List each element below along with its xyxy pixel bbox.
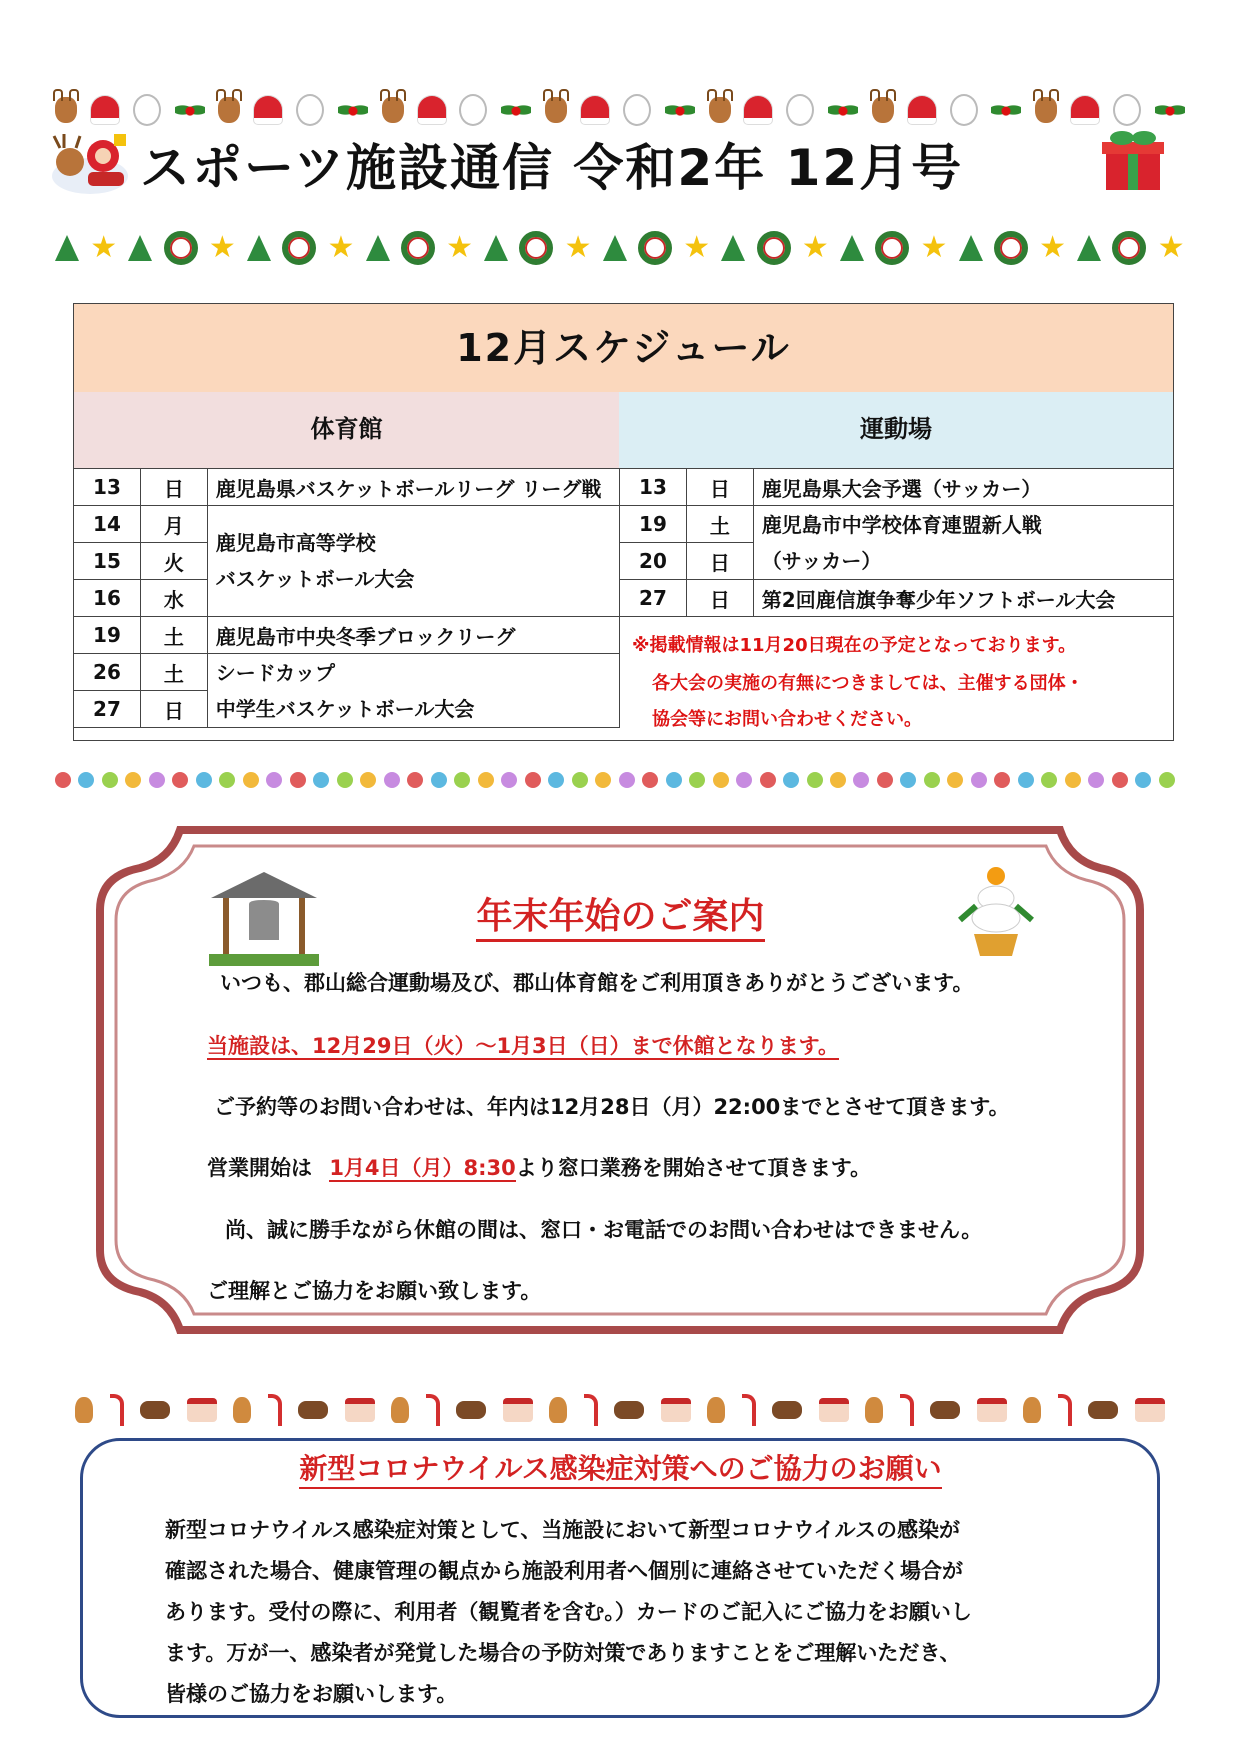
ornament-border: [55, 768, 1175, 792]
ornament-icon: [478, 772, 494, 788]
christmas-border-second: [55, 228, 1185, 268]
reindeer-icon: [55, 97, 77, 123]
event-line: シードカップ: [215, 660, 335, 685]
yule-log-icon: [614, 1401, 644, 1419]
ornament-icon: [713, 772, 729, 788]
ornament-icon: [924, 772, 940, 788]
event-cell: 鹿児島市中央冬季ブロックリーグ: [207, 617, 619, 654]
event-line: （サッカー）: [761, 548, 882, 573]
cake-icon: [187, 1398, 217, 1422]
gingerbread-icon: [707, 1397, 725, 1423]
ornament-icon: [125, 772, 141, 788]
reindeer-icon: [1035, 97, 1057, 123]
santa-sleigh-icon: [48, 126, 133, 198]
weekday-cell: 火: [140, 543, 207, 580]
yule-log-icon: [1088, 1401, 1118, 1419]
ornament-icon: [830, 772, 846, 788]
candy-cane-icon: [584, 1394, 598, 1426]
star-icon: ★: [683, 230, 711, 265]
new-year-line-1: いつも、郡山総合運動場及び、郡山体育館をご利用頂きありがとうございます。: [220, 971, 974, 995]
cake-icon: [977, 1398, 1007, 1422]
event-cell: 鹿児島県バスケットボールリーグ リーグ戦: [207, 469, 619, 506]
gym-heading: 体育館: [74, 392, 620, 469]
day-cell: 19: [620, 506, 687, 543]
ornament-icon: [642, 772, 658, 788]
event-line: 中学生バスケットボール大会: [215, 696, 475, 721]
candy-cane-icon: [268, 1394, 282, 1426]
gingerbread-icon: [75, 1397, 93, 1423]
day-cell: 14: [74, 506, 141, 543]
wreath-icon: [401, 231, 435, 265]
wreath-icon: [875, 231, 909, 265]
covid-line: 確認された場合、健康管理の観点から施設利用者へ個別に連絡させていただく場合が: [165, 1559, 963, 1583]
table-row: [74, 654, 620, 691]
covid-line: ます。万が一、感染者が発覚した場合の予防対策でありますことをご理解いただき、: [165, 1641, 961, 1665]
gingerbread-icon: [1023, 1397, 1041, 1423]
new-year-line-2: [207, 1031, 839, 1061]
snowman-icon: [133, 94, 161, 126]
weekday-cell: 土: [686, 506, 753, 543]
star-icon: ★: [801, 230, 829, 265]
ornament-icon: [1041, 772, 1057, 788]
reindeer-icon: [545, 97, 567, 123]
star-icon: ★: [327, 230, 355, 265]
schedule-title: 12月スケジュール: [74, 304, 1173, 393]
new-year-line-6: ご理解とご協力をお願い致します。: [207, 1279, 542, 1303]
opening-suffix: より窓口業務を開始させて頂きます。: [515, 1156, 872, 1180]
tree-icon: [55, 235, 79, 261]
table-row: [74, 469, 620, 506]
notice-line: 協会等にお問い合わせください。: [652, 709, 922, 730]
holly-icon: [991, 99, 1021, 121]
event-cell: [207, 654, 619, 728]
ornament-icon: [360, 772, 376, 788]
santa-hat-icon: [91, 96, 119, 124]
star-icon: ★: [90, 230, 118, 265]
ornament-icon: [1065, 772, 1081, 788]
christmas-border-top: [55, 90, 1185, 130]
covid-line: あります。受付の際に、利用者（観覧者を含む。）カードのご記入にご協力をお願いし: [165, 1600, 972, 1624]
ornament-icon: [853, 772, 869, 788]
ornament-icon: [172, 772, 188, 788]
covid-body: [165, 1510, 1095, 1715]
tree-icon: [959, 235, 983, 261]
wreath-icon: [282, 231, 316, 265]
day-cell: 13: [620, 469, 687, 506]
star-icon: ★: [1157, 230, 1185, 265]
candy-cane-icon: [110, 1394, 124, 1426]
page-title: スポーツ施設通信 令和2年 12月号: [140, 139, 964, 197]
event-line: バスケットボール大会: [215, 567, 415, 591]
ornament-icon: [337, 772, 353, 788]
day-cell: 27: [74, 691, 141, 728]
holly-icon: [665, 99, 695, 121]
reindeer-icon: [872, 97, 894, 123]
table-row: [74, 617, 620, 654]
reindeer-icon: [709, 97, 731, 123]
candy-cane-icon: [742, 1394, 756, 1426]
ornament-icon: [266, 772, 282, 788]
cake-icon: [1135, 1398, 1165, 1422]
ornament-icon: [619, 772, 635, 788]
tree-icon: [366, 235, 390, 261]
ornament-icon: [595, 772, 611, 788]
tree-icon: [128, 235, 152, 261]
day-cell: 13: [74, 469, 141, 506]
table-row: [620, 469, 1174, 506]
weekday-cell: 日: [686, 469, 753, 506]
opening-datetime: 1月4日（月）8:30: [329, 1156, 516, 1180]
ornament-icon: [1088, 772, 1104, 788]
santa-hat-icon: [418, 96, 446, 124]
snowman-icon: [623, 94, 651, 126]
ornament-icon: [947, 772, 963, 788]
ornament-icon: [454, 772, 470, 788]
holly-icon: [175, 99, 205, 121]
ornament-icon: [1018, 772, 1034, 788]
tree-icon: [603, 235, 627, 261]
ornament-icon: [149, 772, 165, 788]
gift-box-icon: [1100, 128, 1166, 194]
tree-icon: [721, 235, 745, 261]
ornament-icon: [807, 772, 823, 788]
tree-icon: [247, 235, 271, 261]
ornament-icon: [102, 772, 118, 788]
event-line: 鹿児島市中学校体育連盟新人戦: [761, 512, 1042, 537]
wreath-icon: [519, 231, 553, 265]
santa-hat-icon: [1071, 96, 1099, 124]
yule-log-icon: [772, 1401, 802, 1419]
santa-hat-icon: [744, 96, 772, 124]
snowman-icon: [459, 94, 487, 126]
event-cell: 鹿児島県大会予選（サッカー）: [753, 469, 1173, 506]
ornament-icon: [55, 772, 71, 788]
new-year-line-3: ご予約等のお問い合わせは、年内は12月28日（月）22:00までとさせて頂きます。: [214, 1095, 1010, 1119]
star-icon: ★: [446, 230, 473, 265]
day-cell: 19: [74, 617, 141, 654]
new-year-line-4: [207, 1153, 871, 1183]
tree-icon: [840, 235, 864, 261]
day-cell: 16: [74, 580, 141, 617]
ornament-icon: [431, 772, 447, 788]
reindeer-icon: [218, 97, 240, 123]
ornament-icon: [689, 772, 705, 788]
new-year-title-text: 年末年始のご案内: [476, 896, 764, 942]
gingerbread-icon: [865, 1397, 883, 1423]
ornament-icon: [783, 772, 799, 788]
wreath-icon: [757, 231, 791, 265]
weekday-cell: 水: [140, 580, 207, 617]
ornament-icon: [760, 772, 776, 788]
field-heading: 運動場: [619, 392, 1173, 469]
sweets-border: [75, 1390, 1165, 1430]
candy-cane-icon: [900, 1394, 914, 1426]
ornament-icon: [78, 772, 94, 788]
holly-icon: [828, 99, 858, 121]
ornament-icon: [548, 772, 564, 788]
weekday-cell: 月: [140, 506, 207, 543]
wreath-icon: [638, 231, 672, 265]
covid-title-text: 新型コロナウイルス感染症対策へのご協力のお願い: [299, 1452, 941, 1489]
santa-hat-icon: [908, 96, 936, 124]
ornament-icon: [290, 772, 306, 788]
candy-cane-icon: [1058, 1394, 1072, 1426]
cake-icon: [503, 1398, 533, 1422]
santa-hat-icon: [581, 96, 609, 124]
new-year-title: [0, 888, 1241, 939]
ornament-icon: [196, 772, 212, 788]
gingerbread-icon: [233, 1397, 251, 1423]
wreath-icon: [1112, 231, 1146, 265]
covid-title: [0, 1447, 1241, 1487]
snowman-icon: [786, 94, 814, 126]
ornament-icon: [1135, 772, 1151, 788]
cake-icon: [819, 1398, 849, 1422]
tree-icon: [484, 235, 508, 261]
ornament-icon: [407, 772, 423, 788]
day-cell: 20: [620, 543, 687, 580]
weekday-cell: 土: [140, 617, 207, 654]
ornament-icon: [971, 772, 987, 788]
event-cell: [207, 506, 619, 617]
ornament-icon: [525, 772, 541, 788]
star-icon: ★: [564, 230, 592, 265]
santa-hat-icon: [254, 96, 282, 124]
star-icon: ★: [920, 230, 948, 265]
gym-schedule: [73, 468, 620, 728]
table-row: [620, 580, 1174, 617]
cake-icon: [661, 1398, 691, 1422]
closure-notice: 当施設は、12月29日（火）～1月3日（日）まで休館となります。: [207, 1034, 839, 1058]
wreath-icon: [164, 231, 198, 265]
yule-log-icon: [140, 1401, 170, 1419]
snowman-icon: [950, 94, 978, 126]
yule-log-icon: [298, 1401, 328, 1419]
ornament-icon: [501, 772, 517, 788]
star-icon: ★: [1039, 230, 1067, 265]
notice-line: 各大会の実施の有無につきましては、主催する団体・: [652, 673, 1084, 694]
ornament-icon: [384, 772, 400, 788]
covid-line: 皆様のご協力をお願いします。: [165, 1682, 458, 1706]
ornament-icon: [666, 772, 682, 788]
ornament-icon: [243, 772, 259, 788]
yule-log-icon: [930, 1401, 960, 1419]
weekday-cell: 土: [140, 654, 207, 691]
ornament-icon: [1159, 772, 1175, 788]
ornament-icon: [219, 772, 235, 788]
tree-icon: [1077, 235, 1101, 261]
weekday-cell: 日: [140, 469, 207, 506]
opening-prefix: 営業開始は: [207, 1156, 312, 1180]
snowman-icon: [1113, 94, 1141, 126]
covid-line: 新型コロナウイルス感染症対策として、当施設において新型コロナウイルスの感染が: [165, 1518, 961, 1542]
holly-icon: [501, 99, 531, 121]
holly-icon: [1155, 99, 1185, 121]
cake-icon: [345, 1398, 375, 1422]
day-cell: 27: [620, 580, 687, 617]
gingerbread-icon: [549, 1397, 567, 1423]
holly-icon: [338, 99, 368, 121]
notice-line: ※掲載情報は11月20日現在の予定となっております。: [632, 635, 1077, 656]
field-schedule: [619, 468, 1174, 617]
event-cell: 第2回鹿信旗争奪少年ソフトボール大会: [753, 580, 1173, 617]
table-row: [74, 506, 620, 543]
new-year-line-5: 尚、誠に勝手ながら休館の間は、窓口・お電話でのお問い合わせはできません。: [225, 1218, 983, 1242]
day-cell: 26: [74, 654, 141, 691]
ornament-icon: [900, 772, 916, 788]
yule-log-icon: [456, 1401, 486, 1419]
day-cell: 15: [74, 543, 141, 580]
star-icon: ★: [208, 230, 236, 265]
ornament-icon: [1112, 772, 1128, 788]
event-line: 鹿児島市高等学校: [215, 531, 376, 555]
gingerbread-icon: [391, 1397, 409, 1423]
snowman-icon: [296, 94, 324, 126]
table-row: [620, 506, 1174, 543]
weekday-cell: 日: [686, 543, 753, 580]
ornament-icon: [994, 772, 1010, 788]
ornament-icon: [877, 772, 893, 788]
candy-cane-icon: [426, 1394, 440, 1426]
ornament-icon: [736, 772, 752, 788]
weekday-cell: 日: [686, 580, 753, 617]
event-cell: [753, 506, 1173, 580]
ornament-icon: [313, 772, 329, 788]
ornament-icon: [572, 772, 588, 788]
weekday-cell: 日: [140, 691, 207, 728]
wreath-icon: [994, 231, 1028, 265]
reindeer-icon: [382, 97, 404, 123]
